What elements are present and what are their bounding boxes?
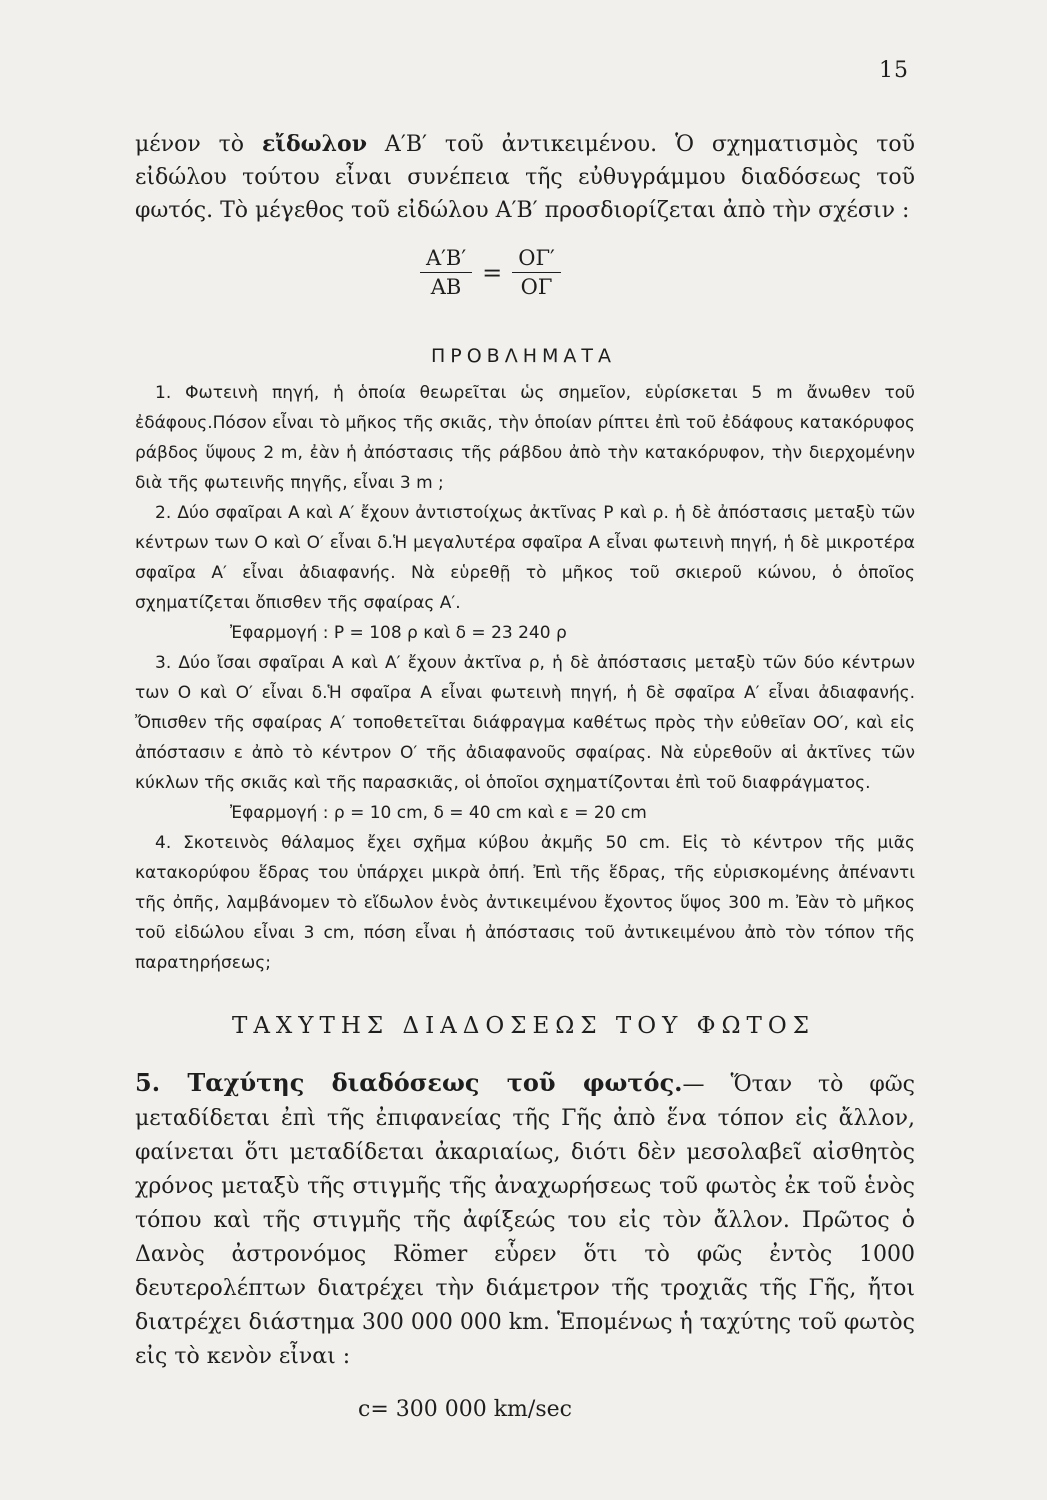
- problems-heading: ΠΡΟΒΛΗΜΑΤΑ: [430, 345, 616, 367]
- intro-paragraph: [135, 128, 915, 227]
- problem-4: 4. Σκοτεινὸς θάλαμος ἔχει σχῆμα κύβου ἀκμῆς 50 cm. Εἰς τὸ κέντρον τῆς μιᾶς κατακορύφου ἕδρας του ὑπάρχει μικρὰ ὀπή. Ἐπὶ τῆς ἕδρας, τῆς εὑρισκομένης ἀπέναντι τῆς ὀπῆς, λαμβάνομεν τὸ εἴδωλον ἑνὸς ἀντικειμένου ἔχοντος ὕψος 300 m. Ἐὰν τὸ μῆκος τοῦ εἰδώλου εἶναι 3 cm, πόση εἶναι ἡ ἀπόστασις τοῦ ἀντικειμένου ἀπὸ τὸν τόπον τῆς παρατηρήσεως;: [135, 833, 915, 973]
- problem-1: 1. Φωτεινὴ πηγή, ἡ ὁποία θεωρεῖται ὡς σημεῖον, εὑρίσκεται 5 m ἄνωθεν τοῦ ἐδάφους.Πόσον εἶναι τὸ μῆκος τῆς σκιᾶς, τὴν ὁποίαν ρίπτει ἐπὶ τοῦ ἐδάφους κατακόρυφος ράβδος ὕψους 2 m, ἐὰν ἡ ἀπόστασις τῆς ράβδου ἀπὸ τὴν κατακόρυφον, τὴν διερχομένην διὰ τῆς φωτεινῆς πηγῆς, εἶναι 3 m ;: [135, 383, 915, 493]
- intro-text-rest: A′B′ τοῦ ἀντικειμένου. Ὁ σχηματισμὸς τοῦ εἰδώλου τούτου εἶναι συνέπεια τῆς εὐθυγράμμου διαδόσεως τοῦ φωτός. Τὸ μέγεθος τοῦ εἰδώλου A′B′ προσδιορίζεται ἀπὸ τὴν σχέσιν :: [135, 132, 915, 223]
- problem-3-application: Ἐφαρμογή : ρ = 10 cm, δ = 40 cm καὶ ε = 20 cm: [230, 803, 647, 823]
- section-paragraph: [135, 1066, 915, 1374]
- speed-of-light-equation: c= 300 000 km/sec: [358, 1397, 572, 1422]
- section-text: — Ὅταν τὸ φῶς μεταδίδεται ἐπὶ τῆς ἐπιφανείας τῆς Γῆς ἀπὸ ἕνα τόπον εἰς ἄλλον, φαίνεται ὅτι μεταδίδεται ἀκαριαίως, διότι δὲν μεσολαβεῖ αἰσθητὸς χρόνος μεταξὺ τῆς στιγμῆς τῆς ἀναχωρήσεως τοῦ φωτὸς ἐκ τοῦ ἑνὸς τόπου καὶ τῆς στιγμῆς τῆς ἀφίξεώς του εἰς τὸν ἄλλον. Πρῶτος ὁ Δανὸς ἀστρονόμος Römer εὗρεν ὅτι τὸ φῶς ἐντὸς 1000 δευτερολέπτων διατρέχει τὴν διάμετρον τῆς τροχιᾶς τῆς Γῆς, ἤτοι διατρέχει διάστημα 300 000 000 km. Ἑπομένως ἡ ταχύτης τοῦ φωτὸς εἰς τὸ κενὸν εἶναι :: [135, 1072, 916, 1369]
- left-fraction: [420, 246, 472, 299]
- equals-sign: =: [482, 258, 503, 287]
- section-lead: 5. Ταχύτης διαδόσεως τοῦ φωτός.: [135, 1068, 683, 1097]
- intro-bold-term: εἴδωλον: [261, 131, 367, 157]
- intro-text-start: μένον τὸ: [135, 132, 262, 157]
- problems-list: [135, 378, 915, 978]
- right-fraction: [512, 246, 561, 299]
- problem-2: 2. Δύο σφαῖραι Α καὶ Α′ ἔχουν ἀντιστοίχως ἀκτῖνας Ρ καὶ ρ. ἡ δὲ ἀπόστασις μεταξὺ τῶν κέντρων των Ο καὶ Ο′ εἶναι δ.Ἡ μεγαλυτέρα σφαῖρα Α εἶναι φωτεινὴ πηγή, ἡ δὲ μικροτέρα σφαῖρα Α′ εἶναι ἀδιαφανής. Νὰ εὑρεθῇ τὸ μῆκος τοῦ σκιεροῦ κώνου, ὁ ὁποῖος σχηματίζεται ὄπισθεν τῆς σφαίρας Α′.: [135, 503, 915, 613]
- left-numerator: A′B′: [420, 246, 472, 273]
- left-denominator: AB: [430, 275, 462, 299]
- right-numerator: ΟΓ′: [512, 246, 561, 273]
- image-size-formula: [420, 246, 561, 299]
- page-number: 15: [879, 58, 909, 83]
- problem-2-application: Ἐφαρμογή : Ρ = 108 ρ καὶ δ = 23 240 ρ: [230, 623, 567, 643]
- section-title: ΤΑΧΥΤΗΣ ΔΙΑΔΟΣΕΩΣ ΤΟΥ ΦΩΤΟΣ: [231, 1013, 816, 1039]
- right-denominator: ΟΓ: [520, 275, 553, 299]
- problem-3: 3. Δύο ἴσαι σφαῖραι Α καὶ Α′ ἔχουν ἀκτῖνα ρ, ἡ δὲ ἀπόστασις μεταξὺ τῶν δύο κέντρων των Ο καὶ Ο′ εἶναι δ.Ἡ σφαῖρα Α εἶναι φωτεινὴ πηγή, ἡ δὲ σφαῖρα Α′ εἶναι ἀδιαφανής. Ὄπισθεν τῆς σφαίρας Α′ τοποθετεῖται διάφραγμα καθέτως πρὸς τὴν εὐθεῖαν ΟΟ′, καὶ εἰς ἀπόστασιν ε ἀπὸ τὸ κέντρον Ο′ τῆς ἀδιαφανοῦς σφαίρας. Νὰ εὑρεθοῦν αἱ ἀκτῖνες τῶν κύκλων τῆς σκιᾶς καὶ τῆς παρασκιᾶς, οἱ ὁποῖοι σχηματίζονται ἐπὶ τοῦ διαφράγματος.: [135, 653, 915, 793]
